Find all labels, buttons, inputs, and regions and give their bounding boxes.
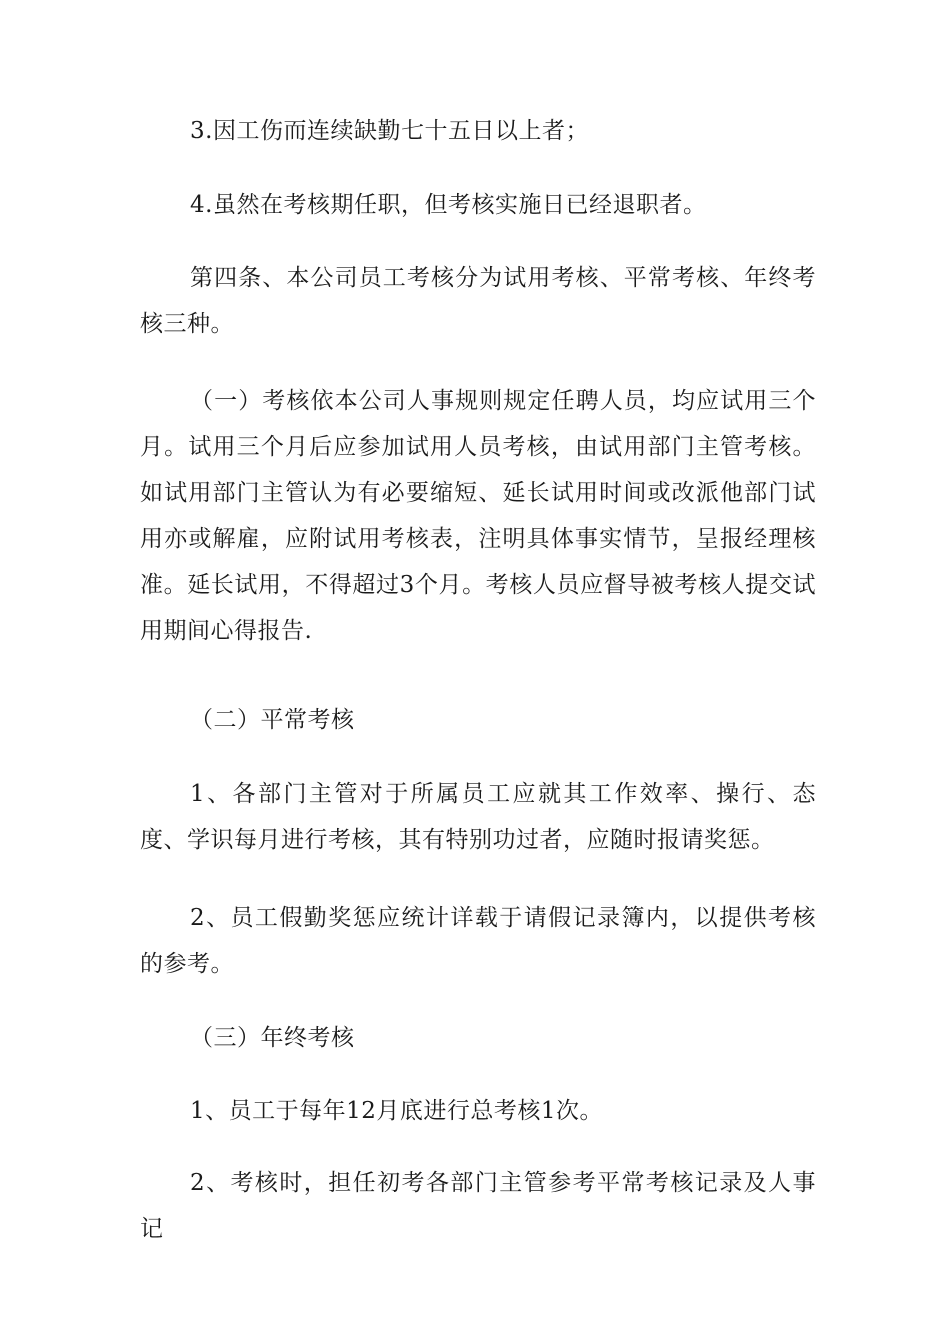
heading-annual-review: （三）年终考核: [190, 1025, 355, 1051]
paragraph-attendance-records: 2、员工假勤奖惩应统计详载于请假记录簿内，以提供考核的参考。: [140, 905, 816, 977]
paragraph-resigned-employee: 4.虽然在考核期任职，但考核实施日已经退职者。: [190, 192, 707, 218]
heading-regular-review: （二）平常考核: [190, 707, 355, 733]
paragraph-review-process: 2、考核时，担任初考各部门主管参考平常考核记录及人事记: [140, 1170, 816, 1242]
paragraph-annual-timing: 1、员工于每年12月底进行总考核1次。: [190, 1098, 604, 1124]
paragraph-work-injury-absence: 3.因工伤而连续缺勤七十五日以上者；: [190, 118, 589, 144]
paragraph-article-four: 第四条、本公司员工考核分为试用考核、平常考核、年终考核三种。: [140, 265, 816, 337]
paragraph-monthly-review: 1、各部门主管对于所属员工应就其工作效率、操行、态度、学识每月进行考核，其有特别功过者，应随时报请奖惩。: [140, 781, 816, 853]
paragraph-probation-review: （一）考核依本公司人事规则规定任聘人员，均应试用三个月。试用三个月后应参加试用人员考核，由试用部门主管考核。如试用部门主管认为有必要缩短、延长试用时间或改派他部门试用亦或解雇，应附试用考核表，注明具体事实情节，呈报经理核准。延长试用，不得超过3个月。考核人员应督导被考核人提交试用期间心得报告.: [140, 388, 816, 644]
